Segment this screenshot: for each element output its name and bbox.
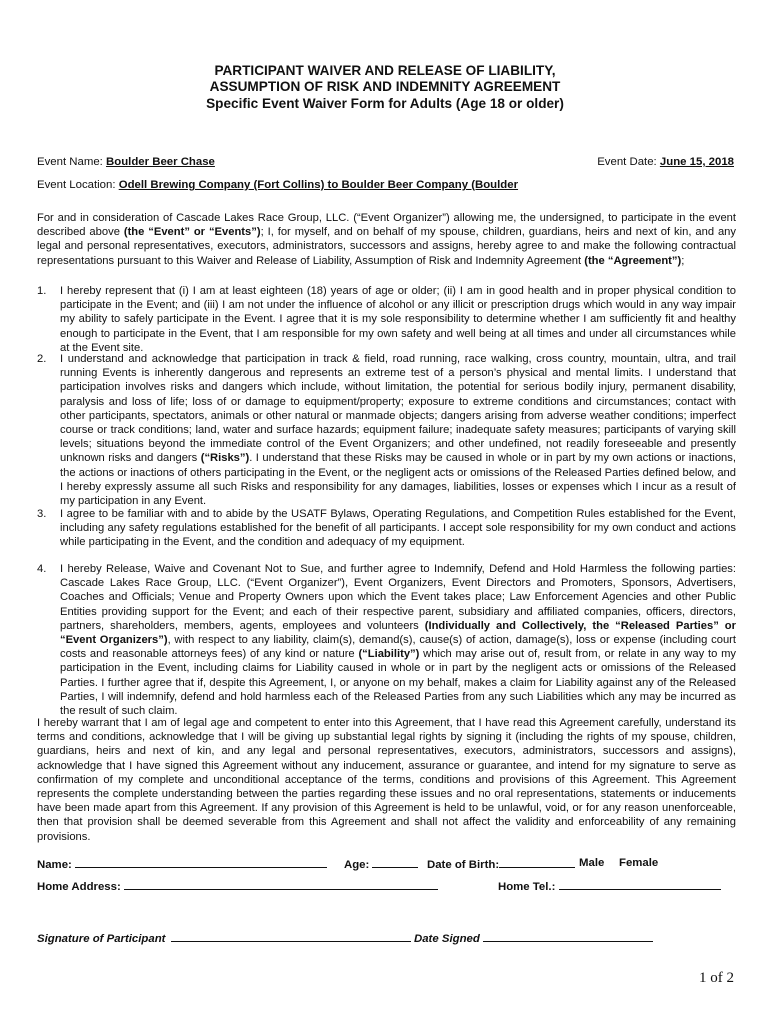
clause-4-bold-2: (“Liability”) [358, 648, 420, 661]
event-location-value: Odell Brewing Company (Fort Collins) to Boulder Beer Company (Boulder [118, 179, 519, 191]
date-signed-line[interactable] [483, 930, 653, 942]
clause-text: I hereby represent that (i) I am at least eighteen (18) years of age or older; (ii) I am in good health and in proper physical condition to participate in the Event; and (iii) I am not under the influence of alcohol or any illicit or prescription drugs which would in any way impair my ability to safely participate in the Event. I agree that it is my sole responsibility to determine whether I am sufficiently fit and healthy enough to participate in the Event, that I am responsible for my own safety and well being at all times and under all circumstances while at the Event site. [60, 285, 736, 354]
title-line-2: ASSUMPTION OF RISK AND INDEMNITY AGREEMENT [209, 79, 561, 94]
clause-4-bold-1: (Individually and Collectively, the “Released Parties” or “Event Organizers”) [60, 619, 736, 647]
dob-field [427, 856, 575, 872]
clause-text [60, 352, 736, 508]
signature-line[interactable] [171, 930, 411, 942]
intro-text-3: ; [681, 254, 685, 267]
subtitle: Specific Event Waiver Form for Adults (Age 18 or older) [206, 96, 564, 111]
age-field [344, 856, 418, 872]
clause-2-text-a: I understand and acknowledge that participation in track & field, road running, race walking, cross country, mountain, ultra, and trail running Events is inherently dangerous and represents an extreme test of a person’s physical and mental limits. I understand that participation involves risks and dangers which include, without limitation, the potential for serious bodily injury, permanent disability, paralysis and loss of life; loss of or damage to equipment/property; exposure to extreme conditions and circumstances; contact with other participants, spectators, animals or other natural or manmade objects; dangers arising from adverse weather conditions; imperfect course or track conditions; land, water and surface hazards; equipment failure; inadequate safety measures; participants of varying skill levels; situations beyond the immediate control of the Event Organizers; and other undefined, not readily foreseeable and presently unknown risks and dangers [60, 353, 736, 465]
event-name-label: Event Name: [37, 156, 103, 168]
home-tel-field [498, 878, 721, 894]
event-date-row [597, 155, 734, 169]
clause-number: 1. [37, 285, 47, 297]
signature-label: Signature of Participant [37, 933, 166, 945]
date-signed-label: Date Signed [414, 933, 480, 945]
clause-text: I agree to be familiar with and to abide by the USATF Bylaws, Operating Regulations, and Competition Rules established for the Event, including any safety regulations established for the benefit of all participants. I accept sole responsibility for my own conduct and actions while participating in the Event, and the condition and adequacy of my equipment. [60, 508, 736, 549]
home-tel-label: Home Tel.: [498, 881, 556, 893]
home-address-line[interactable] [124, 878, 438, 890]
clause-4-text-c: which may arise out of, result from, or relate in any way to my participation in the Event, including claims for Liability caused in whole or in part by the negligent acts or omissions of the Released Parties. I further agree that if, despite this Agreement, I, or anyone on my behalf, makes a claim for Liability against any of the Released Parties, I will indemnify, defend and hold harmless each of the Released Parties from any such Liabilities which any may be incurred as the result of such claim. [60, 648, 737, 718]
name-field [37, 856, 327, 872]
signature-field [37, 930, 411, 946]
clause-4-text-a: I hereby Release, Waive and Covenant Not to Sue, and further agree to Indemnify, Defend and Hold Harmless the following parties: Cascade Lakes Race Group, LLC. (“Event Organizer”), Event Organizers, Event Directors and Promoters, Sponsors, Advertisers, Coaches and Officials; Venue and Property Owners upon which the Event takes place; Law Enforcement Agencies and other Public Entities providing support for the Event; and each of their respective parent, subsidiary and affiliated companies, officers, directors, partners, shareholders, members, agents, employees and volunteers [60, 563, 736, 632]
event-name-row [37, 155, 215, 169]
clause-2-bold: (“Risks”) [200, 452, 250, 465]
clause-number: 4. [37, 563, 47, 575]
event-location-label: Event Location: [37, 179, 116, 191]
dob-label: Date of Birth: [427, 859, 500, 871]
intro-paragraph [37, 211, 736, 268]
closing-paragraph: I hereby warrant that I am of legal age and competent to enter into this Agreement, that I have read this Agreement carefully, understand its terms and conditions, acknowledge that I will be giving up substantial legal rights by signing it (including the rights of my spouse, children, guardians, heirs and next of kin, and any legal and personal representatives, executors, administrators, successors and assigns), acknowledge that I have signed this Agreement without any inducement, assurance or guarantee, and intend for my signature to serve as confirmation of my complete and unconditional acceptance of the terms, conditions and provisions of this Agreement. This Agreement represents the complete understanding between the parties regarding these issues and no oral representations, statements or inducements have been made apart from this Agreement. If any provision of this Agreement is held to be unlawful, void, or for any reason unenforceable, then that provision shall be deemed severable from this Agreement and shall not affect the validity and enforceability of any remaining provisions. [37, 717, 736, 843]
dob-line[interactable] [499, 856, 575, 868]
age-line[interactable] [372, 856, 418, 868]
event-date-label: Event Date: [597, 156, 657, 168]
intro-bold-1: (the “Event” or “Events”) [123, 226, 261, 239]
name-line[interactable] [75, 856, 327, 868]
home-address-label: Home Address: [37, 881, 121, 893]
intro-text-2: ; I, for myself, and on behalf of my spouse, children, guardians, heirs and next of kin, and any legal and personal representatives, executors, administrators, successors and assigns, hereby agree to and make the following contractual representations pursuant to this Waiver and Release of Liability, Assumption of Risk and Indemnity Agreement [37, 226, 736, 267]
female-option[interactable]: Female [619, 857, 659, 869]
clause-text [60, 562, 736, 718]
intro-text-1: For and in consideration of Cascade Lakes Race Group, LLC. (“Event Organizer”) allowing me, the undersigned, to participate in the event described above [37, 212, 736, 239]
home-tel-line[interactable] [559, 878, 721, 890]
age-label: Age: [344, 859, 370, 871]
male-option[interactable]: Male [579, 857, 605, 869]
event-date-value: June 15, 2018 [659, 156, 734, 168]
event-location-row [37, 178, 518, 192]
clause-4-text-b: , with respect to any liability, claim(s), demand(s), cause(s) of action, damage(s), loss or expense (including court costs and reasonable attorneys fees) of any kind or nature [60, 634, 736, 661]
intro-bold-2: (the “Agreement”) [584, 254, 682, 267]
title-line-1: PARTICIPANT WAIVER AND RELEASE OF LIABILITY, [214, 63, 556, 78]
name-label: Name: [37, 859, 72, 871]
clause-number: 3. [37, 508, 47, 520]
page-number: 1 of 2 [699, 970, 734, 986]
date-signed-field [414, 930, 653, 946]
event-name-value: Boulder Beer Chase [106, 156, 215, 168]
clause-number: 2. [37, 353, 47, 365]
clause-2-text-b: . I understand that these Risks may be caused in whole or in part by my own actions or inactions, the actions or inactions of others participating in the Event, or the negligent acts or omissions of the Released Parties defined below, and I hereby expressly assume all such Risks and responsibility for any damages, liabilities, losses or expenses which I incur as a result of my participation in any Event. [60, 452, 736, 508]
home-address-field [37, 878, 438, 894]
